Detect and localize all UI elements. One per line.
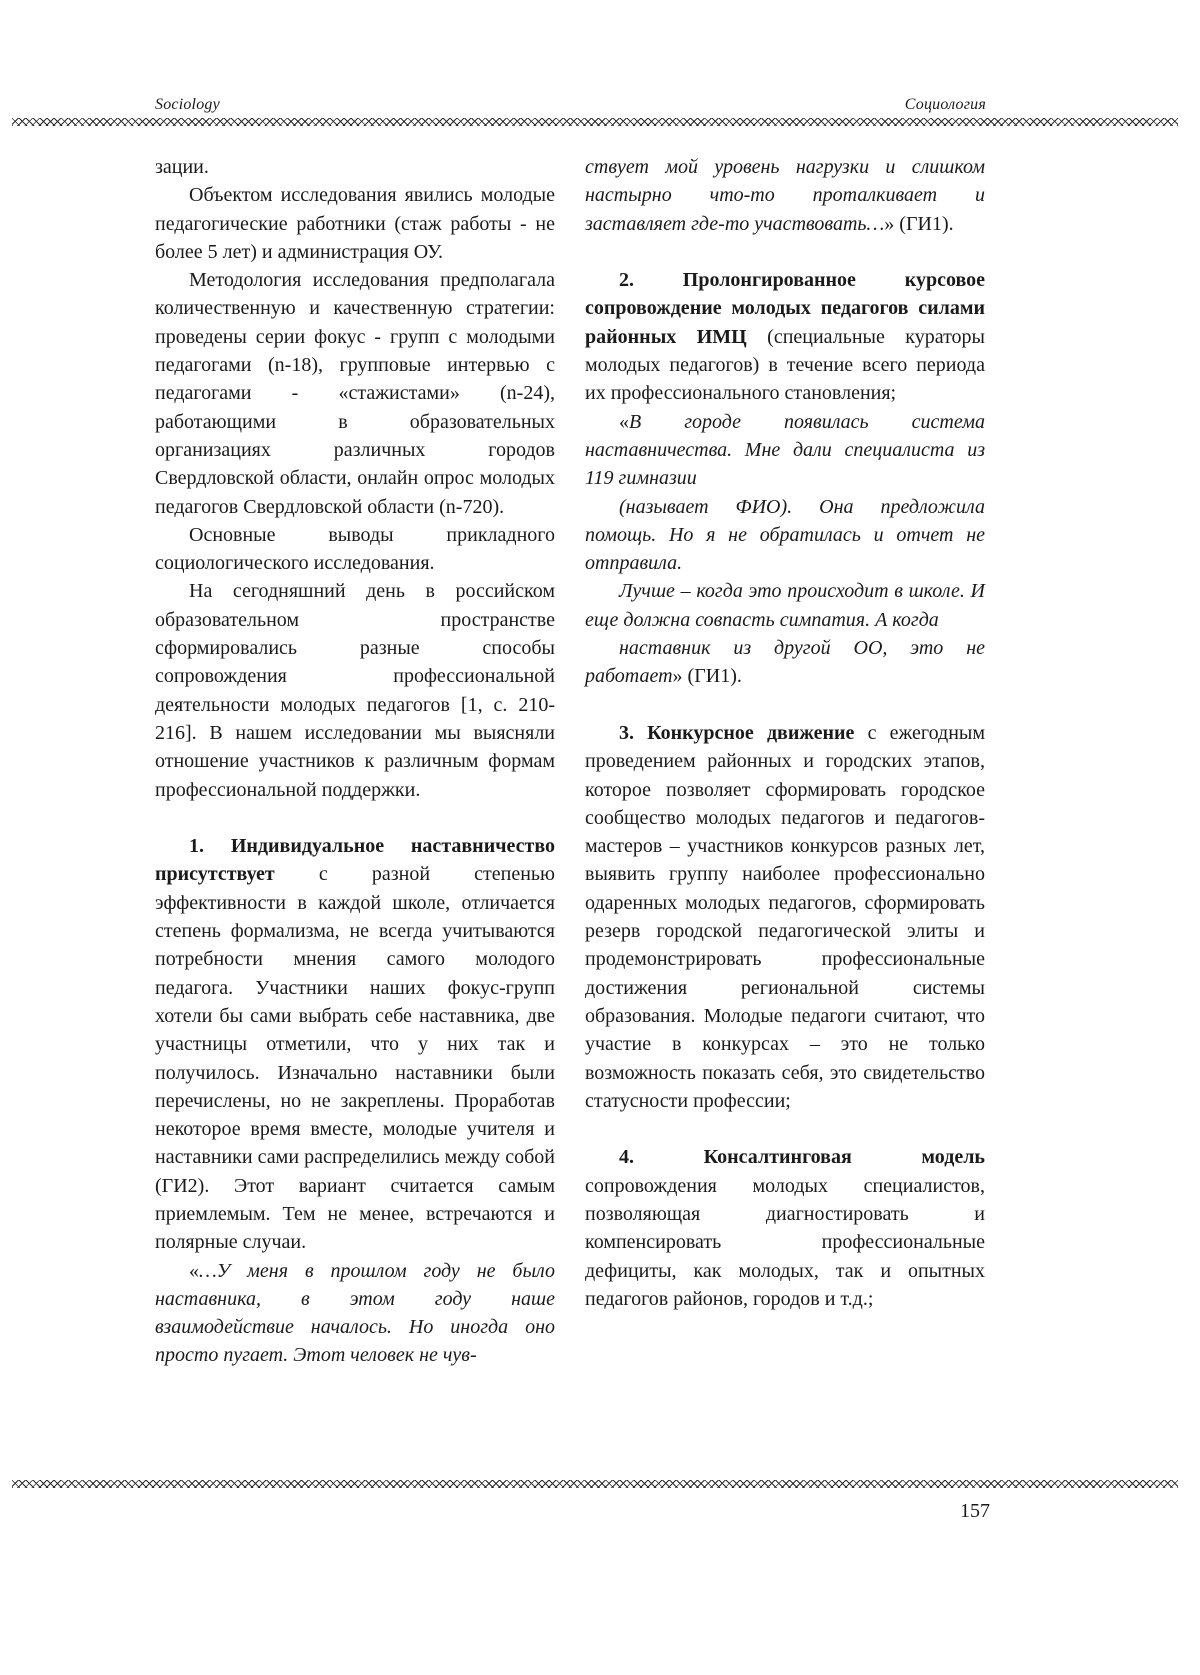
paragraph-course-support	[585, 266, 985, 407]
competition-heading: 3. Конкурсное движение	[619, 721, 855, 744]
quote-open-mark: «	[619, 410, 629, 433]
quote-continuation-text: ствует мой уровень нагрузки и слишком настырно что-то проталкивает и заставляет где-то участвовать…	[585, 156, 985, 235]
paragraph-methodology: Методология исследования предполагала количественную и качественную стратегии: проведены серии фокус - групп с молодыми педагогами (n-18), групповые интервью с педагогами - «стажистами» (n-24), работающими в образовательных организациях различных городов Свердловской области, онлайн опрос молодых педагогов Свердловской области (n-720).	[155, 269, 555, 518]
paragraph-mentoring	[155, 832, 555, 1256]
paragraph-competition	[585, 719, 985, 1115]
running-head-left: Sociology	[155, 96, 220, 113]
quote-city-text-c: Лучше – когда это происходит в школе. И еще должна совпасть симпатия. А когда	[585, 580, 985, 631]
right-column	[585, 153, 985, 1313]
quote-city-source: » (ГИ1).	[672, 665, 742, 688]
course-support-heading: 2. Пролонгированное курсовое сопровождение молодых педагогов силами районных ИМЦ	[585, 269, 985, 348]
quote-continuation	[585, 153, 985, 238]
quote-city-line-2	[585, 493, 985, 578]
consulting-heading: 4. Консалтинговая модель	[619, 1146, 985, 1169]
quote-mentoring	[155, 1257, 555, 1370]
top-ornament-rule	[12, 118, 1178, 126]
quote-city-text-b: (называет ФИО). Она предложила помощь. Но я не обратилась и отчет не отправила.	[585, 495, 985, 575]
competition-text: с ежегодным проведением районных и городских этапов, которое позволяет сформировать городское сообщество молодых педагогов и педагогов-мастеров – участников конкурсов разных лет, выявить группу наиболее профессионально одаренных молодых педагогов, сформировать резерв городской педагогической элиты и продемонстрировать профессиональные достижения региональной системы образования. Молодые педагоги считают, что участие в конкурсах – это не только возможность показать себя, это свидетельство статусности профессии;	[585, 721, 985, 1112]
page-number: 157	[960, 1500, 990, 1522]
consulting-text: сопровождения молодых специалистов, позволяющая диагностировать и компенсировать профессиональные дефициты, как молодых, так и опытных педагогов районов, городов и т.д.;	[585, 1174, 985, 1310]
mentoring-text: с разной степенью эффективности в каждой школе, отличается степень формализма, не всегда учитываются потребности мнения самого молодого педагога. Участники наших фокус-групп хотели бы сами выбрать себе наставника, две участницы отметили, что у них так и получилось. Изначально наставники были перечислены, но не закреплены. Проработав некоторое время вместе, молодые учителя и наставники сами распределились между собой (ГИ2). Этот вариант считается самым приемлемым. Тем не менее, встречаются и полярные случаи.	[155, 863, 555, 1254]
paragraph-conclusions-heading: Основные выводы прикладного социологического исследования.	[155, 523, 555, 575]
quote-open-mark: «	[189, 1259, 199, 1282]
quote-city-line-4	[585, 634, 985, 691]
quote-city-line-1	[585, 408, 985, 493]
bottom-ornament-rule	[12, 1480, 1178, 1488]
course-support-text: (специальные кураторы молодых педагогов) в течение всего периода их профессионального становления;	[585, 325, 985, 405]
left-column	[155, 153, 555, 1370]
paragraph-today: На сегодняшний день в российском образовательном пространстве сформировались разные способы сопровождения профессиональной деятельности молодых педагогов [1, с. 210-216]. В нашем исследовании мы выясняли отношение участников к различным формам профессиональной поддержки.	[155, 580, 555, 801]
quote-source: » (ГИ1).	[884, 212, 954, 235]
mentoring-heading: 1. Индивидуальное наставничество присутствует	[155, 835, 555, 886]
quote-city-line-3	[585, 577, 985, 634]
quote-city-text-d: наставник из другой ОО, это не работает	[585, 637, 985, 688]
quote-text: …У меня в прошлом году не было наставника, в этом году наше взаимодействие началось. Но иногда оно просто пугает. Этот человек не чув-	[155, 1259, 555, 1367]
paragraph-consulting	[585, 1143, 985, 1313]
paragraph-continuation: зации.	[155, 156, 209, 178]
quote-city-text-a: В городе появилась система наставничества. Мне дали специалиста из 119 гимназии	[585, 410, 985, 490]
paragraph-object: Объектом исследования явились молодые педагогические работники (стаж работы - не более 5 лет) и администрация ОУ.	[155, 184, 555, 263]
running-head-right: Социология	[904, 96, 986, 113]
